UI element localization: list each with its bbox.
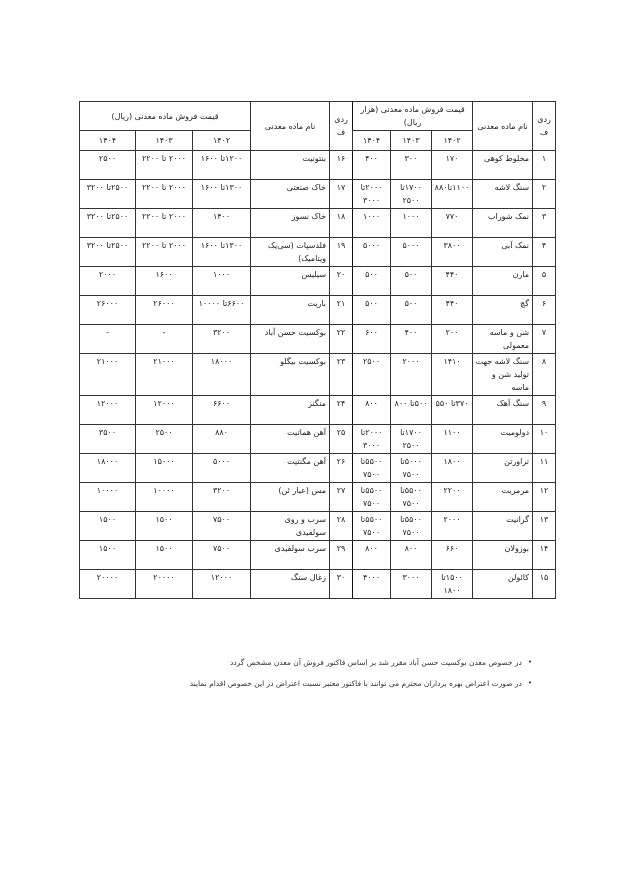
price-1404: ۵۵۰۰تا ۷۵۰۰: [353, 512, 391, 541]
mineral-name: مخلوط کوهی: [473, 151, 533, 180]
table-row: [80, 209, 556, 238]
price-1402: ۱۴۱۰: [432, 354, 473, 396]
mineral-name: سرب سولفیدی: [251, 541, 330, 570]
price-1402: ۶۶۰۰: [193, 396, 251, 425]
bullet-icon: •: [527, 679, 532, 687]
row-number: ۱۶: [330, 151, 353, 180]
table-row: [80, 267, 556, 296]
mineral-name: زغال سنگ: [251, 570, 330, 599]
mineral-name: تراورتن: [473, 454, 533, 483]
price-1404: ۵۵۰۰تا ۷۵۰۰: [353, 454, 391, 483]
bullet-icon: •: [527, 658, 532, 666]
price-1403: ۱۵۰۰: [136, 512, 193, 541]
table-row: [80, 483, 556, 512]
price-1402: ۶۶۰: [432, 541, 473, 570]
price-1403: ۵۰۰۰: [391, 238, 432, 267]
price-1403: ۱۷۰۰تا ۲۵۰۰: [391, 180, 432, 209]
mineral-name: سنگ لاشه جهت تولید شن و ماسه: [473, 354, 533, 396]
price-1402: ۱۲۰۰تا ۱۶۰۰: [193, 151, 251, 180]
mineral-name: خاک نسوز: [251, 209, 330, 238]
note-text: در صورت اعتراض بهره برداران محترم می توانند با فاکتور معتبر نسبت اعتراض در این خصوص اقدام نمایند: [189, 679, 522, 688]
price-1403: -: [136, 325, 193, 354]
price-1403: ۲۰۰۰ تا ۲۲۰۰: [136, 180, 193, 209]
price-1402: ۳۷۰تا ۵۵۰: [432, 396, 473, 425]
price-1402: ۱۰۰۰: [193, 267, 251, 296]
header-year-1404: ۱۴۰۴: [353, 131, 391, 151]
price-1403: ۲۰۰۰۰: [136, 570, 193, 599]
mineral-name: مرمریت: [473, 483, 533, 512]
row-number: ۱۲: [533, 483, 556, 512]
table-row: [80, 570, 556, 599]
row-number: ۵: [533, 267, 556, 296]
mineral-name: نمک آبی: [473, 238, 533, 267]
price-1403: ۱۰۰۰: [391, 209, 432, 238]
mineral-name: سنگ لاشه: [473, 180, 533, 209]
header-name: نام ماده معدنی: [473, 102, 533, 151]
price-1403: ۲۰۰۰ تا ۲۲۰۰: [136, 209, 193, 238]
price-1403: ۵۵۰۰تا ۷۵۰۰: [391, 512, 432, 541]
mineral-name: گچ: [473, 296, 533, 325]
price-1402: ۲۰۰: [432, 325, 473, 354]
price-1402: ۱۳۰۰تا ۱۶۰۰: [193, 238, 251, 267]
mineral-name: گرانیت: [473, 512, 533, 541]
price-1402: ۱۵۰۰تا ۱۸۰۰: [432, 570, 473, 599]
mineral-name: سیلیس: [251, 267, 330, 296]
price-1404: ۲۶۰۰۰: [80, 296, 136, 325]
price-1404: ۲۵۰۰: [80, 151, 136, 180]
mineral-name: نمک شوراب: [473, 209, 533, 238]
row-number: ۱۰: [533, 425, 556, 454]
row-number: ۲۶: [330, 454, 353, 483]
mineral-name: سنگ آهک: [473, 396, 533, 425]
mineral-name: منگنز: [251, 396, 330, 425]
row-number: ۱۹: [330, 238, 353, 267]
table-row: [80, 454, 556, 483]
price-1404: ۳۵۰۰: [80, 425, 136, 454]
price-1402: ۲۰۰۰: [432, 512, 473, 541]
price-1404: ۵۰۰: [353, 296, 391, 325]
price-1402: ۱۱۰۰: [432, 425, 473, 454]
mineral-name: مارن: [473, 267, 533, 296]
price-1403: ۴۰۰: [391, 325, 432, 354]
price-1402: ۸۸۰: [193, 425, 251, 454]
row-number: ۲۷: [330, 483, 353, 512]
notes: [140, 656, 532, 698]
price-1403: ۵۰۰۰تا ۷۵۰۰: [391, 454, 432, 483]
row-number: ۱۳: [533, 512, 556, 541]
price-1403: ۵۰۰: [391, 267, 432, 296]
price-1403: ۲۰۰۰ تا ۲۲۰۰: [136, 151, 193, 180]
mineral-name: مس (عیار ئن): [251, 483, 330, 512]
price-1404: ۱۸۰۰۰: [80, 454, 136, 483]
note-text: در خصوص معدن بوکسیت حسن آباد مقرر شد بر اساس فاکتور فروش آن معدن مشخص گردد: [229, 658, 522, 667]
mineral-name: باریت: [251, 296, 330, 325]
price-1403: ۱۲۰۰۰: [136, 396, 193, 425]
price-1402: ۱۱۰۰تا۸۸۰: [432, 180, 473, 209]
price-1404: ۱۵۰۰: [80, 512, 136, 541]
price-1404: ۲۰۰۰تا ۳۰۰۰: [353, 425, 391, 454]
price-1403: ۸۰۰: [391, 541, 432, 570]
price-1404: -: [80, 325, 136, 354]
table-row: [80, 180, 556, 209]
header-year-1404-2: ۱۴۰۴: [80, 131, 136, 151]
row-number: ۲۵: [330, 425, 353, 454]
price-1403: ۲۱۰۰۰: [136, 354, 193, 396]
price-1404: ۸۰۰: [353, 541, 391, 570]
price-1404: ۱۰۰۰: [353, 209, 391, 238]
header-radif-2: ردی ف: [330, 102, 353, 151]
price-1404: ۴۰۰۰: [353, 570, 391, 599]
price-1403: ۵۰۰: [391, 296, 432, 325]
row-number: ۱۱: [533, 454, 556, 483]
mineral-name: بوکسیت بیگلو: [251, 354, 330, 396]
header-radif: ردی ف: [533, 102, 556, 151]
price-1404: ۲۱۰۰۰: [80, 354, 136, 396]
table-row: [80, 325, 556, 354]
price-1404: ۲۵۰۰تا ۳۲۰۰: [80, 180, 136, 209]
price-table: [79, 101, 556, 599]
price-1403: ۲۰۰۰: [391, 354, 432, 396]
mineral-name: سرب و روی سولفیدی: [251, 512, 330, 541]
price-1402: ۴۴۰: [432, 267, 473, 296]
price-1402: ۷۷۰: [432, 209, 473, 238]
price-1404: ۲۵۰۰: [353, 354, 391, 396]
table-row: [80, 512, 556, 541]
price-1403: ۱۰۰۰۰: [136, 483, 193, 512]
price-1404: ۲۰۰۰: [80, 267, 136, 296]
price-1403: ۲۰۰۰ تا ۲۲۰۰: [136, 238, 193, 267]
price-1404: ۲۵۰۰تا ۳۲۰۰: [80, 238, 136, 267]
row-number: ۲۲: [330, 325, 353, 354]
row-number: ۷: [533, 325, 556, 354]
row-number: ۲۴: [330, 396, 353, 425]
table-row: [80, 425, 556, 454]
price-1402: ۷۵۰۰: [193, 512, 251, 541]
mineral-name: کائولن: [473, 570, 533, 599]
header-price: قیمت فروش ماده معدنی (هزار ریال): [353, 102, 473, 131]
price-1403: ۱۶۰۰: [136, 267, 193, 296]
price-1404: ۱۰۰۰۰: [80, 483, 136, 512]
header-year-1403-2: ۱۴۰۳: [136, 131, 193, 151]
row-number: ۲۱: [330, 296, 353, 325]
header-name-2: نام ماده معدنی: [251, 102, 330, 151]
price-1402: ۶۶۰۰تا ۱۰۰۰۰: [193, 296, 251, 325]
mineral-name: خاک صنعتی: [251, 180, 330, 209]
row-number: ۱: [533, 151, 556, 180]
mineral-name: آهن مگنتیت: [251, 454, 330, 483]
row-number: ۹: [533, 396, 556, 425]
price-1404: ۱۵۰۰: [80, 541, 136, 570]
price-1404: ۲۵۰۰تا ۳۲۰۰: [80, 209, 136, 238]
price-1403: ۲۶۰۰۰: [136, 296, 193, 325]
price-1402: ۳۸۰۰: [432, 238, 473, 267]
row-number: ۲۳: [330, 354, 353, 396]
price-1402: ۱۳۰۰تا ۱۶۰۰: [193, 180, 251, 209]
mineral-name: فلدسپات (سی‌یک ویتامیک): [251, 238, 330, 267]
price-1402: ۱۲۰۰۰: [193, 570, 251, 599]
row-number: ۲۹: [330, 541, 353, 570]
row-number: ۲۰: [330, 267, 353, 296]
row-number: ۶: [533, 296, 556, 325]
note-item: [140, 677, 532, 690]
price-1404: ۸۰۰: [353, 396, 391, 425]
header-year-1402-2: ۱۴۰۲: [193, 131, 251, 151]
price-1402: ۷۵۰۰: [193, 541, 251, 570]
row-number: ۲۸: [330, 512, 353, 541]
price-1403: ۵۵۰۰تا ۷۵۰۰: [391, 483, 432, 512]
price-1402: ۵۰۰۰: [193, 454, 251, 483]
price-1403: ۱۷۰۰تا ۲۵۰۰: [391, 425, 432, 454]
price-1402: ۱۴۰۰: [193, 209, 251, 238]
row-number: ۴: [533, 238, 556, 267]
price-1403: ۱۵۰۰: [136, 541, 193, 570]
header-price-2: قیمت فروش ماده معدنی (ریال): [80, 102, 251, 131]
mineral-name: شن و ماسه معمولی: [473, 325, 533, 354]
mineral-name: بوکسیت حسن آباد: [251, 325, 330, 354]
table-row: [80, 541, 556, 570]
price-1404: ۵۰۰۰: [353, 238, 391, 267]
row-number: ۱۸: [330, 209, 353, 238]
row-number: ۲: [533, 180, 556, 209]
price-1404: ۶۰۰: [353, 325, 391, 354]
row-number: ۳۰: [330, 570, 353, 599]
price-1404: ۲۰۰۰تا ۳۰۰۰: [353, 180, 391, 209]
price-1403: ۳۰۰: [391, 151, 432, 180]
price-1402: ۳۲۰۰: [193, 483, 251, 512]
price-1402: ۳۲۰۰: [193, 325, 251, 354]
price-1404: ۵۵۰۰تا ۷۵۰۰: [353, 483, 391, 512]
table-row: [80, 296, 556, 325]
row-number: ۱۷: [330, 180, 353, 209]
price-1402: ۱۷۰: [432, 151, 473, 180]
table-row: [80, 151, 556, 180]
row-number: ۱۵: [533, 570, 556, 599]
price-1402: ۱۸۰۰۰: [193, 354, 251, 396]
mineral-name: بوزولان: [473, 541, 533, 570]
price-1404: ۵۰۰: [353, 267, 391, 296]
header-year-1403: ۱۴۰۳: [391, 131, 432, 151]
price-1404: ۲۰۰۰۰: [80, 570, 136, 599]
price-1404: ۴۰۰: [353, 151, 391, 180]
mineral-name: بنتونیت: [251, 151, 330, 180]
price-1402: ۱۸۰۰: [432, 454, 473, 483]
mineral-name: دولومیت: [473, 425, 533, 454]
row-number: ۱۴: [533, 541, 556, 570]
table-row: [80, 238, 556, 267]
price-1403: ۵۰۰تا ۸۰۰: [391, 396, 432, 425]
price-1402: ۴۴۰: [432, 296, 473, 325]
price-1404: ۱۲۰۰۰: [80, 396, 136, 425]
price-1402: ۲۲۰۰: [432, 483, 473, 512]
price-1403: ۳۰۰۰: [391, 570, 432, 599]
row-number: ۳: [533, 209, 556, 238]
price-1403: ۲۵۰۰: [136, 425, 193, 454]
table-row: [80, 396, 556, 425]
header-year-1402: ۱۴۰۲: [432, 131, 473, 151]
price-1403: ۱۵۰۰۰: [136, 454, 193, 483]
mineral-name: آهن هماتیت: [251, 425, 330, 454]
row-number: ۸: [533, 354, 556, 396]
note-item: [140, 656, 532, 669]
table-row: [80, 354, 556, 396]
